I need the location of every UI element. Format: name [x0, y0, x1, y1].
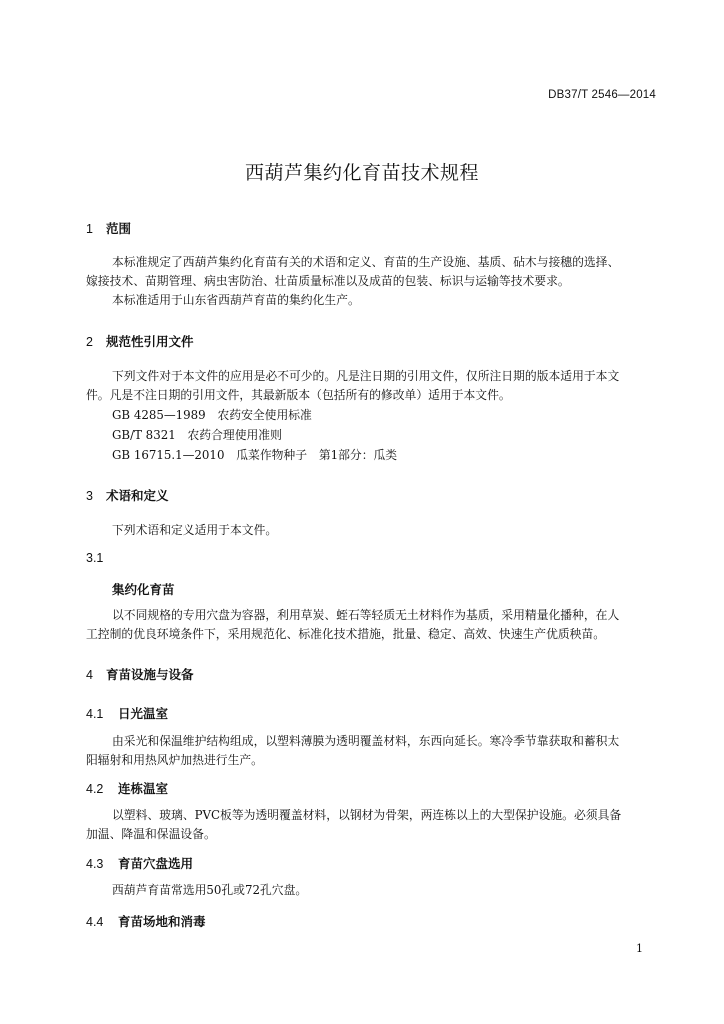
term-heading: 集约化育苗: [112, 582, 175, 597]
paragraph-line: 加温、降温和保温设备。: [86, 827, 216, 841]
document-number: DB37/T 2546—2014: [548, 89, 656, 101]
paragraph-line: 由采光和保温维护结构组成，以塑料薄膜为透明覆盖材料，东西向延长。寒冷季节靠获取和蓄积太: [112, 734, 620, 748]
section-number: 4: [86, 668, 93, 682]
section-2-heading: [86, 332, 194, 350]
section-title: 育苗设施与设备: [106, 667, 194, 682]
subsection-4-1-heading: [86, 704, 168, 722]
section-number: 1: [86, 222, 93, 236]
subsection-number: 4.1: [86, 707, 104, 721]
section-1-heading: [86, 219, 131, 237]
subsection-title: 育苗场地和消毒: [118, 914, 206, 929]
section-title: 范围: [106, 221, 132, 236]
paragraph-line: 工控制的优良环境条件下，采用规范化、标准化技术措施，批量、稳定、高效、快速生产优质秧苗。: [86, 627, 606, 641]
paragraph-line: 下列术语和定义适用于本文件。: [112, 523, 278, 537]
paragraph-line: 嫁接技术、苗期管理、病虫害防治、壮苗质量标准以及成苗的包装、标识与运输等技术要求。: [86, 274, 570, 288]
normative-reference: GB 16715.1—2010 瓜菜作物种子 第1部分：瓜类: [112, 448, 398, 462]
section-4-heading: [86, 665, 194, 683]
paragraph-line: 以不同规格的专用穴盘为容器，利用草炭、蛭石等轻质无土材料作为基质，采用精量化播种，在人: [112, 608, 620, 622]
subsection-number: 4.2: [86, 782, 104, 796]
subsection-number: 4.3: [86, 857, 104, 871]
paragraph-line: 以塑料、玻璃、PVC板等为透明覆盖材料，以钢材为骨架，两连栋以上的大型保护设施。必须具备: [112, 808, 622, 822]
section-number: 2: [86, 335, 93, 349]
subsection-4-4-heading: [86, 912, 206, 930]
normative-reference: GB/T 8321 农药合理使用准则: [112, 428, 282, 442]
paragraph-line: 件。凡是不注日期的引用文件，其最新版本（包括所有的修改单）适用于本文件。: [86, 388, 511, 402]
subsection-4-2-heading: [86, 779, 168, 797]
section-3-heading: [86, 486, 169, 504]
paragraph-line: 西葫芦育苗常选用50孔或72孔穴盘。: [112, 883, 308, 897]
paragraph-line: 本标准适用于山东省西葫芦育苗的集约化生产。: [112, 293, 360, 307]
paragraph-line: 阳辐射和用热风炉加热进行生产。: [86, 753, 263, 767]
page-number: 1: [636, 942, 643, 955]
subsection-title: 日光温室: [118, 706, 169, 721]
clause-number: 3.1: [86, 551, 104, 565]
section-title: 规范性引用文件: [106, 334, 194, 349]
subsection-title: 连栋温室: [118, 781, 169, 796]
document-title: 西葫芦集约化育苗技术规程: [244, 162, 479, 184]
subsection-4-3-heading: [86, 854, 193, 872]
subsection-number: 4.4: [86, 915, 104, 929]
paragraph-line: 下列文件对于本文件的应用是必不可少的。凡是注日期的引用文件，仅所注日期的版本适用于本文: [112, 369, 620, 383]
section-number: 3: [86, 489, 93, 503]
section-title: 术语和定义: [106, 488, 169, 503]
paragraph-line: 本标准规定了西葫芦集约化育苗有关的术语和定义、育苗的生产设施、基质、砧木与接穗的选择、: [112, 255, 620, 269]
normative-reference: GB 4285—1989 农药安全使用标准: [112, 408, 312, 422]
subsection-title: 育苗穴盘选用: [118, 856, 194, 871]
